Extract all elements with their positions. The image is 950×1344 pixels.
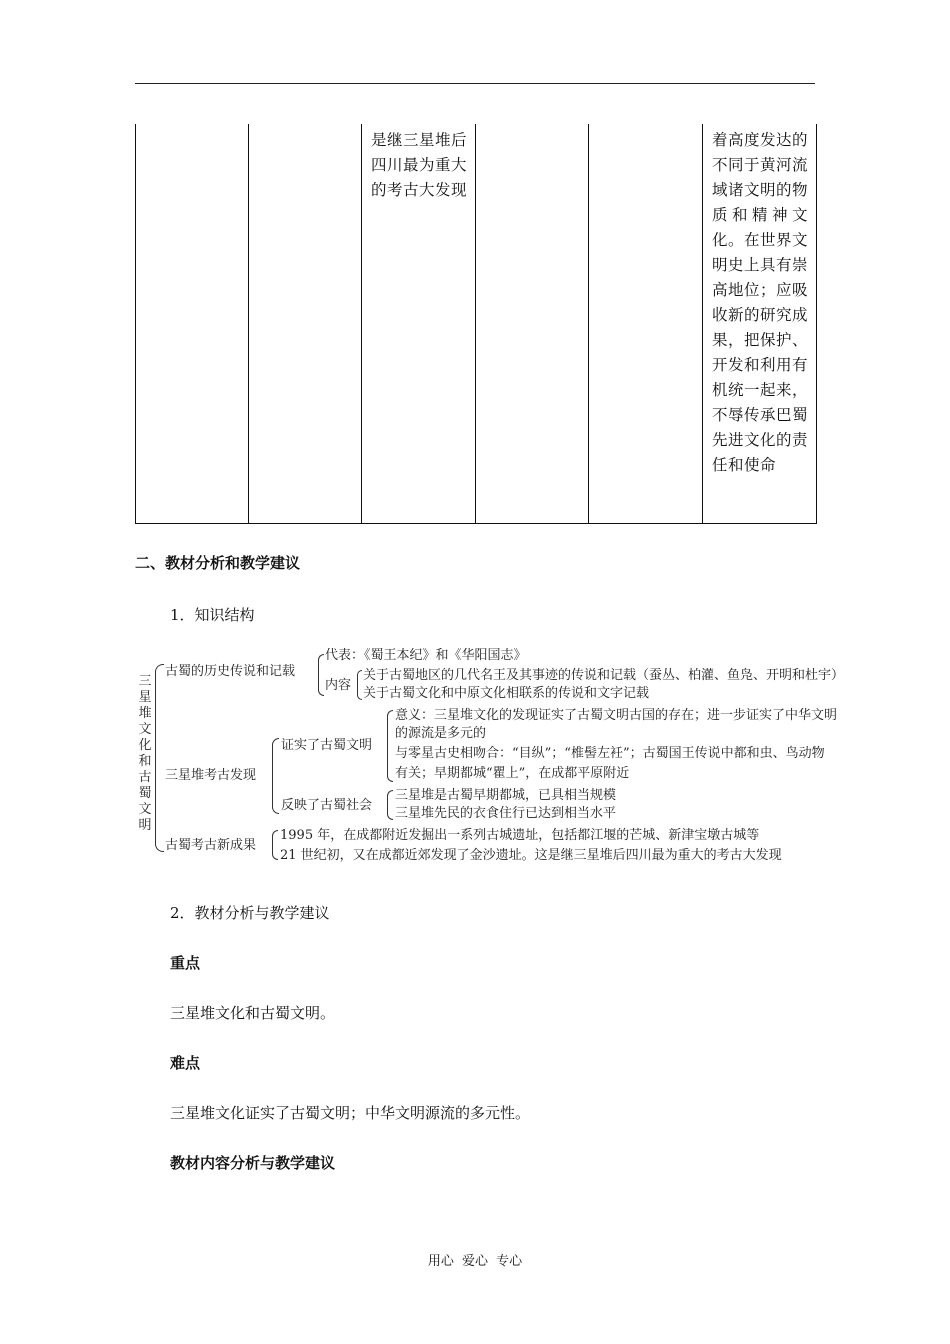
diagram-brace-sanxingdui [272, 738, 279, 814]
diagram-branch-sanxingdui: 三星堆考古发现 [165, 768, 257, 783]
table-cell [476, 124, 589, 524]
diagram-new1: 1995 年，在成都附近发掘出一系列古城遗址，包括都江堰的芒城、新津宝墩古城等 [280, 828, 760, 843]
table-cell [249, 124, 362, 524]
diagram-brace-society [387, 790, 393, 820]
diagram-society2: 三星堆先民的衣食住行已达到相当水平 [395, 806, 617, 821]
diagram-proof3: 与零星古史相吻合：“目纵”；“椎髻左衽”；古蜀国王传说中都和虫、鸟动物 [395, 746, 825, 761]
key-point-heading: 重点 [170, 954, 201, 972]
table-cell [136, 124, 249, 524]
diagram-history-content2: 关于古蜀文化和中原文化相联系的传说和文字记载 [363, 686, 650, 701]
key-point-text: 三星堆文化和古蜀文明。 [170, 1004, 336, 1022]
header-rule [135, 83, 815, 84]
diagram-brace-proof [387, 710, 393, 782]
table-cell [703, 124, 817, 524]
knowledge-structure-diagram [135, 642, 915, 872]
diagram-brace-content [357, 670, 362, 700]
diagram-history-content1: 关于古蜀地区的几代名王及其事迹的传说和记载（蚕丛、柏灌、鱼凫、开明和杜宇） [363, 668, 845, 683]
diagram-brace-history [318, 654, 324, 696]
table-row [136, 124, 817, 524]
diagram-history-content-label: 内容 [325, 678, 352, 693]
continuation-table [135, 124, 817, 524]
difficulty-text: 三星堆文化证实了古蜀文明；中华文明源流的多元性。 [170, 1104, 531, 1122]
diagram-brace-new [272, 830, 278, 860]
table-cell [589, 124, 703, 524]
section-title: 二、教材分析和教学建议 [135, 554, 301, 572]
content-analysis-heading: 教材内容分析与教学建议 [170, 1154, 336, 1172]
diagram-proof1: 意义：三星堆文化的发现证实了古蜀文明古国的存在；进一步证实了中华文明 [395, 708, 838, 723]
difficulty-heading: 难点 [170, 1054, 201, 1072]
diagram-history-rep: 代表：《蜀王本纪》和《华阳国志》 [325, 648, 527, 663]
diagram-brace-root [155, 664, 164, 852]
diagram-branch-new: 古蜀考古新成果 [165, 838, 257, 853]
cell-text-discovery: 是继三星堆后四川最为重大的考古大发现 [371, 131, 468, 199]
knowledge-structure-heading: 1．知识结构 [170, 606, 255, 624]
diagram-proof2: 的源流是多元的 [395, 726, 487, 741]
diagram-branch-history: 古蜀的历史传说和记载 [165, 664, 296, 679]
diagram-proof-label: 证实了古蜀文明 [281, 738, 373, 753]
diagram-root-label: 三星堆文化和古蜀文明 [138, 674, 152, 833]
table-cell [362, 124, 476, 524]
diagram-proof4: 有关；早期都城“瞿上”，在成都平原附近 [395, 766, 630, 781]
diagram-new2: 21 世纪初，又在成都近郊发现了金沙遗址。这是继三星堆后四川最为重大的考古大发现 [280, 848, 782, 863]
diagram-society-label: 反映了古蜀社会 [281, 798, 373, 813]
analysis-heading: 2．教材分析与教学建议 [170, 904, 330, 922]
cell-text-significance: 着高度发达的不同于黄河流域诸文明的物质和精神文化。在世界文明史上具有崇高地位；应吸收新的研究成果，把保护、开发和利用有机统一起来，不辱传承巴蜀先进文化的责任和使命 [712, 131, 809, 474]
diagram-society1: 三星堆是古蜀早期都城，已具相当规模 [395, 788, 617, 803]
page-footer: 用心 爱心 专心 [427, 1254, 523, 1269]
